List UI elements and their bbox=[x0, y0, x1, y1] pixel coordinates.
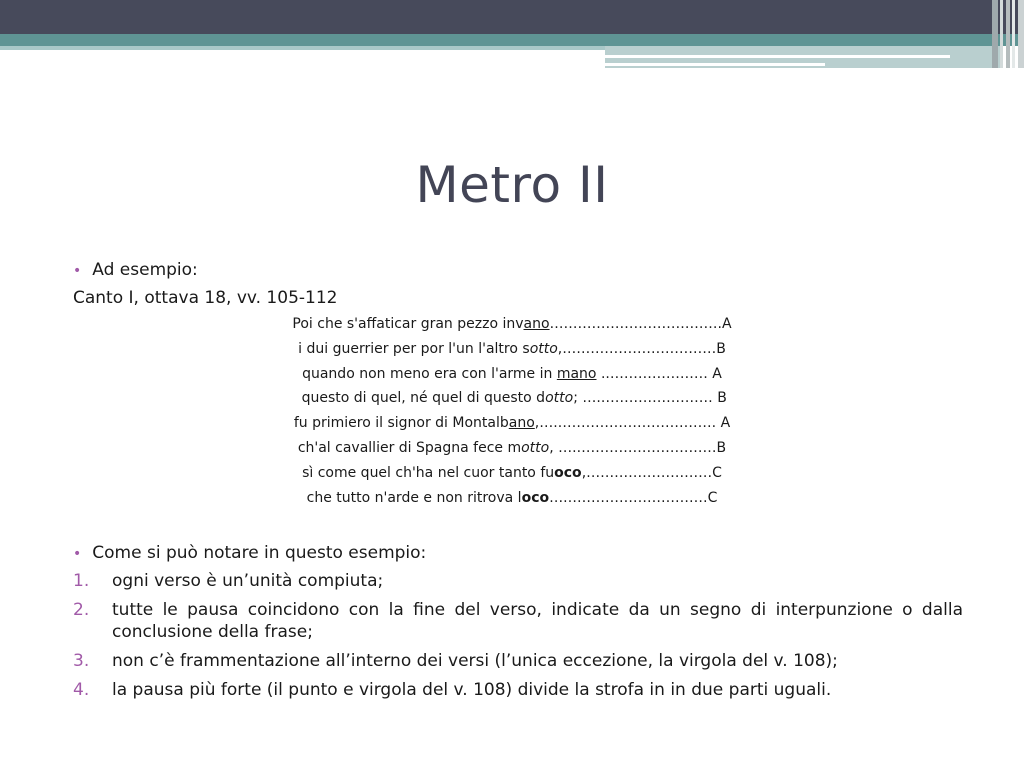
verse-end: ..………………… A bbox=[596, 365, 722, 382]
verse-rhyme: ano bbox=[508, 415, 535, 432]
source-reference: Canto I, ottava 18, vv. 105-112 bbox=[73, 288, 338, 308]
bullet-notes bbox=[73, 542, 426, 565]
header-band-line bbox=[605, 55, 950, 58]
list-number: 3. bbox=[73, 651, 90, 671]
bullet-icon: • bbox=[73, 263, 82, 279]
bullet-notes-text: Come si può notare in questo esempio: bbox=[92, 543, 427, 563]
header-stripe bbox=[1006, 0, 1010, 68]
verse-rhyme: otto bbox=[529, 340, 558, 357]
header-stripe bbox=[1012, 0, 1015, 68]
verse-text: Poi che s'affaticar gran pezzo inv bbox=[292, 316, 524, 332]
list-item bbox=[73, 570, 963, 592]
bullet-intro bbox=[73, 259, 198, 282]
slide-title: Metro II bbox=[415, 156, 609, 214]
verse-end: ; ….…………………… B bbox=[573, 390, 727, 407]
bullet-intro-text: Ad esempio: bbox=[92, 260, 198, 280]
verse-rhyme: mano bbox=[556, 365, 597, 382]
verse-rhyme: otto bbox=[545, 390, 574, 407]
list-number: 1. bbox=[73, 571, 90, 591]
verse-text: quando non meno era con l'arme in bbox=[302, 365, 557, 382]
header-band-teal-light bbox=[0, 46, 605, 50]
verse-rhyme: oco bbox=[521, 489, 550, 506]
list-text: ogni verso è un’unità compiuta; bbox=[112, 571, 384, 591]
verse-end: ….…………………………C bbox=[549, 489, 718, 506]
verse-text: ch'al cavallier di Spagna fece m bbox=[297, 439, 522, 456]
verse-block bbox=[0, 312, 1024, 510]
verse-line bbox=[0, 461, 1024, 486]
verse-end: ,………………………C bbox=[581, 464, 722, 481]
verse-line bbox=[0, 362, 1024, 387]
verse-text: sì come quel ch'ha nel cuor tanto fu bbox=[302, 464, 555, 481]
verse-rhyme: oco bbox=[554, 464, 582, 481]
header-band-teal bbox=[0, 34, 1024, 46]
verse-end: ……………………………….A bbox=[549, 316, 732, 332]
verse-line bbox=[0, 486, 1024, 511]
verse-end: ,……………………………B bbox=[557, 340, 726, 357]
list-text: la pausa più forte (il punto e virgola del v. 108) divide la strofa in in due parti uguali. bbox=[112, 680, 832, 700]
list-number: 2. bbox=[73, 600, 90, 620]
header-band-dark bbox=[0, 0, 1024, 34]
verse-text: che tutto n'arde e non ritrova l bbox=[306, 489, 522, 506]
header-stripe bbox=[992, 0, 998, 68]
list-item bbox=[73, 650, 963, 672]
list-item bbox=[73, 599, 963, 643]
list-text: tutte le pausa coincidono con la fine del verso, indicate da un segno di interpunzione o dalla conclusione della frase; bbox=[112, 600, 963, 642]
header-stripe bbox=[1018, 0, 1024, 68]
verse-line bbox=[0, 337, 1024, 362]
verse-rhyme: ano bbox=[523, 316, 550, 332]
list-number: 4. bbox=[73, 680, 90, 700]
verse-end: , ….…………………………B bbox=[549, 439, 727, 456]
verse-line bbox=[0, 436, 1024, 461]
verse-line bbox=[0, 411, 1024, 436]
verse-text: fu primiero il signor di Montalb bbox=[293, 415, 509, 432]
verse-end: ,….……………………………. A bbox=[534, 415, 731, 432]
verse-line bbox=[0, 386, 1024, 411]
list-item bbox=[73, 679, 963, 701]
verse-text: i dui guerrier per por l'un l'altro s bbox=[298, 340, 530, 357]
bullet-icon: • bbox=[73, 546, 82, 562]
header-stripe bbox=[1000, 0, 1003, 68]
list-text: non c’è frammentazione all’interno dei versi (l’unica eccezione, la virgola del v. 108); bbox=[112, 651, 838, 671]
verse-rhyme: otto bbox=[521, 439, 550, 456]
verse-line bbox=[0, 312, 1024, 337]
numbered-list bbox=[73, 570, 963, 708]
header-band-line bbox=[605, 63, 825, 66]
verse-text: questo di quel, né quel di questo d bbox=[297, 390, 546, 407]
